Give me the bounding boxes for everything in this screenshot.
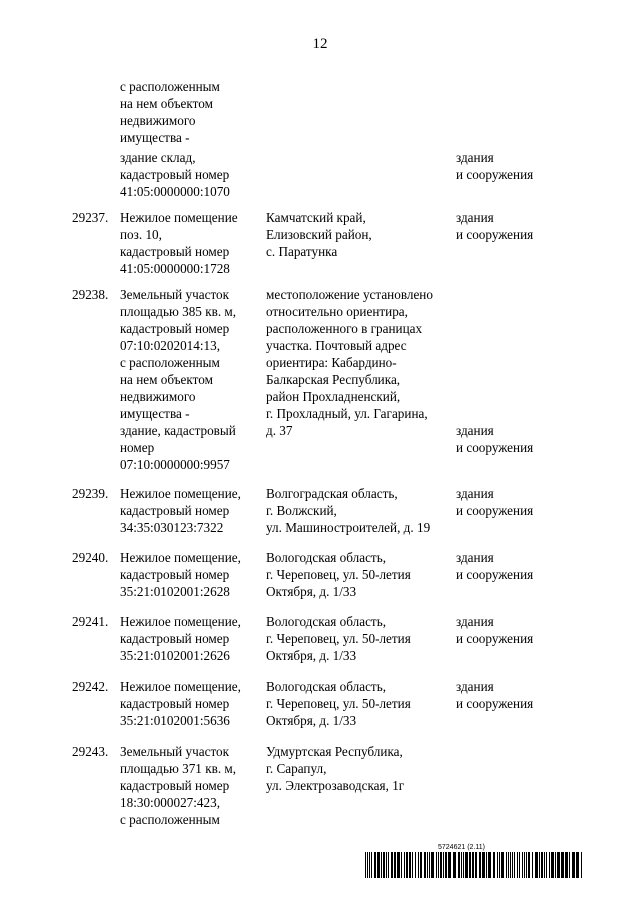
entry-description: здание, кадастровый номер 07:10:0000000:9957 <box>120 423 236 472</box>
entry-description: с расположенным на нем объектом недвижимого имущества - <box>120 79 220 145</box>
entry-category: здания и сооружения <box>456 486 534 518</box>
entry-description: Нежилое помещение, кадастровый номер 35:21:0102001:2626 <box>120 614 241 663</box>
entry-number: 29237. <box>72 210 109 225</box>
entry-description: Земельный участок площадью 385 кв. м, кадастровый номер 07:10:0202014:13, с расположенным на нем объектом недвижимого имущества - <box>120 287 237 421</box>
entry-category: здания и сооружения <box>456 210 534 242</box>
entry-address: Удмуртская Республика, г. Сарапул, ул. Электрозаводская, 1г <box>266 744 405 793</box>
entry-number: 29241. <box>72 614 109 629</box>
entry-address: Камчатский край, Елизовский район, с. Паратунка <box>266 210 372 259</box>
entry-category: здания и сооружения <box>456 550 534 582</box>
entry-description: Нежилое помещение поз. 10, кадастровый номер 41:05:0000000:1728 <box>120 210 238 276</box>
entry-description: Нежилое помещение, кадастровый номер 35:21:0102001:5636 <box>120 679 241 728</box>
entry-description: Нежилое помещение, кадастровый номер 34:35:030123:7322 <box>120 486 241 535</box>
barcode-label: 5724621 (2.11) <box>438 844 485 851</box>
barcode <box>365 852 585 878</box>
entry-number: 29242. <box>72 679 109 694</box>
page-number: 12 <box>312 36 328 52</box>
entry-number: 29243. <box>72 744 109 759</box>
entry-address: Вологодская область, г. Череповец, ул. 50-летия Октября, д. 1/33 <box>266 614 411 663</box>
entry-number: 29238. <box>72 287 109 302</box>
entry-address: Вологодская область, г. Череповец, ул. 50-летия Октября, д. 1/33 <box>266 550 411 599</box>
entry-category: здания и сооружения <box>456 614 534 646</box>
entry-address: местоположение установлено относительно ориентира, расположенного в границах участка. Почтовый адрес ориентира: Кабардино- Балкарская Республика, район Прохладненский, г. Прохладный, ул. Гагарина, д. 37 <box>266 287 433 438</box>
entry-description: здание склад, кадастровый номер 41:05:0000000:1070 <box>120 150 230 199</box>
entry-category: здания и сооружения <box>456 150 534 182</box>
entry-address: Вологодская область, г. Череповец, ул. 50-летия Октября, д. 1/33 <box>266 679 411 728</box>
entry-number: 29239. <box>72 486 109 501</box>
entry-category: здания и сооружения <box>456 423 534 455</box>
entry-address: Волгоградская область, г. Волжский, ул. Машиностроителей, д. 19 <box>266 486 431 535</box>
entry-category: здания и сооружения <box>456 679 534 711</box>
entry-number: 29240. <box>72 550 109 565</box>
entry-description: Земельный участок площадью 371 кв. м, кадастровый номер 18:30:000027:423, с расположенным <box>120 744 237 827</box>
entry-description: Нежилое помещение, кадастровый номер 35:21:0102001:2628 <box>120 550 241 599</box>
